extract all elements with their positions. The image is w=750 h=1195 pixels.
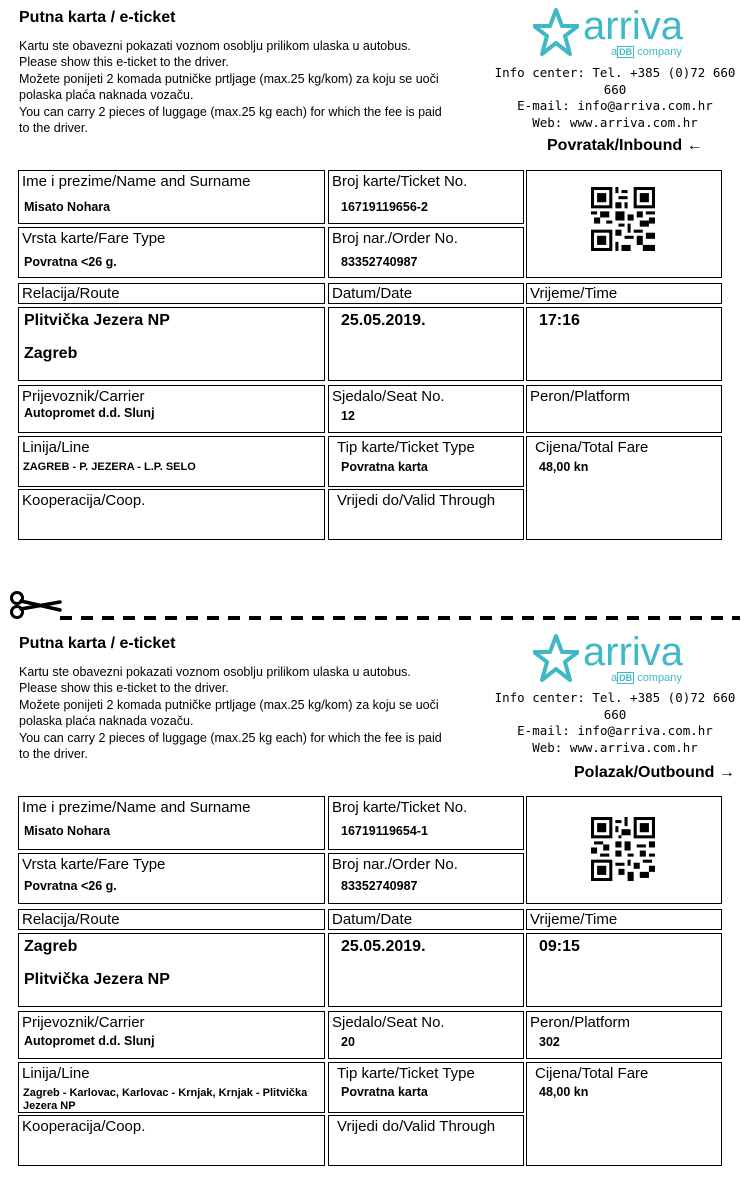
line-cell: [18, 436, 325, 487]
date-label: Datum/Date: [332, 285, 413, 302]
date-label: Datum/Date: [332, 911, 413, 928]
ticket-title: Putna karta / e-ticket: [19, 635, 176, 652]
qr-code-icon: [591, 187, 655, 251]
date-value: 25.05.2019.: [341, 312, 426, 329]
direction-label: Polazak/Outbound →: [574, 764, 735, 781]
ticket-no-label: Broj karte/Ticket No.: [332, 173, 468, 190]
contact-info: [492, 690, 738, 756]
seat-label: Sjedalo/Seat No.: [332, 1014, 445, 1031]
route-value-cell: [18, 933, 325, 1007]
valid-through-cell: [328, 1115, 524, 1166]
name-value: Misato Nohara: [24, 200, 111, 214]
valid-through-label: Vrijedi do/Valid Through: [337, 492, 496, 509]
info-center: Info center: Tel. +385 (0)72 660 660: [494, 690, 736, 722]
ticket-no-label: Broj karte/Ticket No.: [332, 799, 468, 816]
arriva-wordmark: arriva: [583, 630, 684, 674]
platform-label: Peron/Platform: [530, 388, 631, 405]
line-label: Linija/Line: [22, 439, 90, 456]
coop-label: Kooperacija/Coop.: [22, 1118, 146, 1135]
route-to: Zagreb: [24, 345, 78, 362]
arriva-logo: [533, 6, 703, 62]
ticket-title: Putna karta / e-ticket: [19, 9, 176, 26]
web-info: Web: www.arriva.com.hr: [532, 739, 698, 755]
date-label-cell: [328, 283, 524, 304]
route-value-cell: [18, 307, 325, 381]
ticket-no-value: 16719119656-2: [341, 200, 428, 214]
name-value: Misato Nohara: [24, 824, 111, 838]
platform-label: Peron/Platform: [530, 1014, 631, 1031]
platform-cell: [526, 385, 722, 433]
email-info: E-mail: info@arriva.com.hr: [517, 98, 713, 113]
time-value: 17:16: [539, 312, 580, 329]
name-cell: [18, 170, 325, 224]
fare-label: Cijena/Total Fare: [535, 1065, 649, 1082]
route-label-cell: [18, 909, 325, 930]
time-label: Vrijeme/Time: [530, 911, 618, 928]
coop-cell: [18, 1115, 325, 1166]
seat-value: 12: [341, 409, 355, 423]
ticket-no-cell: [328, 796, 524, 850]
line-value: ZAGREB - P. JEZERA - L.P. SELO: [23, 461, 196, 473]
date-value-cell: [328, 307, 524, 381]
scissors-icon: [8, 590, 62, 620]
order-no-cell: [328, 227, 524, 278]
fare-label: Cijena/Total Fare: [535, 439, 649, 456]
arriva-logo: [533, 632, 703, 688]
carrier-label: Prijevoznik/Carrier: [22, 388, 145, 405]
carrier-value: Autopromet d.d. Slunj: [24, 406, 155, 420]
ticket-no-value: 16719119654-1: [341, 824, 428, 838]
contact-info: [492, 65, 738, 131]
seat-value: 20: [341, 1035, 355, 1049]
date-value: 25.05.2019.: [341, 938, 426, 955]
email-info: E-mail: info@arriva.com.hr: [517, 723, 713, 738]
route-label-cell: [18, 283, 325, 304]
arriva-star-icon: [533, 634, 579, 684]
name-cell: [18, 796, 325, 850]
order-no-cell: [328, 853, 524, 904]
arriva-star-icon: [533, 8, 579, 58]
name-label: Ime i prezime/Name and Surname: [22, 173, 251, 190]
seat-label: Sjedalo/Seat No.: [332, 388, 445, 405]
fare-type-cell: [18, 227, 325, 278]
order-no-label: Broj nar./Order No.: [332, 856, 458, 873]
fare-type-label: Vrsta karte/Fare Type: [22, 856, 166, 873]
ticket-no-cell: [328, 170, 524, 224]
ticket-type-value: Povratna karta: [341, 1085, 428, 1099]
route-label: Relacija/Route: [22, 911, 120, 928]
order-no-value: 83352740987: [341, 255, 418, 269]
fare-type-label: Vrsta karte/Fare Type: [22, 230, 166, 247]
fare-type-cell: [18, 853, 325, 904]
fare-cell: [526, 1062, 722, 1166]
time-value-cell: [526, 307, 722, 381]
db-company-tag: a DB company: [611, 46, 682, 58]
date-label-cell: [328, 909, 524, 930]
direction-label: Povratak/Inbound ←: [547, 137, 703, 154]
seat-cell: [328, 1011, 524, 1059]
route-from: Plitvička Jezera NP: [24, 312, 170, 329]
time-label: Vrijeme/Time: [530, 285, 618, 302]
qr-cell: [526, 796, 722, 904]
ticket-type-label: Tip karte/Ticket Type: [337, 439, 475, 456]
info-center: Info center: Tel. +385 (0)72 660 660: [494, 65, 736, 97]
carrier-cell: [18, 1011, 325, 1059]
time-label-cell: [526, 909, 722, 930]
line-label: Linija/Line: [22, 1065, 90, 1082]
time-label-cell: [526, 283, 722, 304]
carrier-value: Autopromet d.d. Slunj: [24, 1034, 155, 1048]
route-from: Zagreb: [24, 938, 78, 955]
coop-cell: [18, 489, 325, 540]
line-value: Zagreb - Karlovac, Karlovac - Krnjak, Krnjak - Plitvička Jezera NP: [23, 1087, 308, 1112]
platform-cell: [526, 1011, 722, 1059]
coop-label: Kooperacija/Coop.: [22, 492, 146, 509]
carrier-cell: [18, 385, 325, 433]
fare-value: 48,00 kn: [539, 460, 589, 474]
db-company-tag: a DB company: [611, 672, 682, 684]
qr-cell: [526, 170, 722, 278]
order-no-value: 83352740987: [341, 879, 418, 893]
date-value-cell: [328, 933, 524, 1007]
fare-type-value: Povratna <26 g.: [24, 879, 117, 893]
order-no-label: Broj nar./Order No.: [332, 230, 458, 247]
arriva-wordmark: arriva: [583, 4, 684, 48]
ticket-type-value: Povratna karta: [341, 460, 428, 474]
fare-type-value: Povratna <26 g.: [24, 255, 117, 269]
web-info: Web: www.arriva.com.hr: [532, 114, 698, 130]
fare-value: 48,00 kn: [539, 1085, 589, 1099]
qr-code-icon: [591, 817, 655, 881]
valid-through-cell: [328, 489, 524, 540]
carrier-label: Prijevoznik/Carrier: [22, 1014, 145, 1031]
fare-cell: [526, 436, 722, 540]
platform-value: 302: [539, 1035, 560, 1049]
route-to: Plitvička Jezera NP: [24, 971, 170, 988]
name-label: Ime i prezime/Name and Surname: [22, 799, 251, 816]
dashed-cut-line: [60, 616, 740, 620]
ticket-type-cell: [328, 436, 524, 487]
line-cell: [18, 1062, 325, 1113]
ticket-instructions: Kartu ste obavezni pokazati voznom osoblju prilikom ulaska u autobus. Please show this e-ticket to the driver. Možete ponijeti 2 komada putničke prtljage (max.25 kg/kom) za koju se uoči polaska plaća naknada vozaču. You can carry 2 pieces of luggage (max.25 kg each) for which the fee is paid to the driver.: [19, 39, 442, 136]
time-value-cell: [526, 933, 722, 1007]
valid-through-label: Vrijedi do/Valid Through: [337, 1118, 496, 1135]
ticket-instructions: Kartu ste obavezni pokazati voznom osoblju prilikom ulaska u autobus. Please show this e-ticket to the driver. Možete ponijeti 2 komada putničke prtljage (max.25 kg/kom) za koju se uoči polaska plaća naknada vozaču. You can carry 2 pieces of luggage (max.25 kg each) for which the fee is paid to the driver.: [19, 665, 442, 762]
route-label: Relacija/Route: [22, 285, 120, 302]
ticket-type-label: Tip karte/Ticket Type: [337, 1065, 475, 1082]
ticket-type-cell: [328, 1062, 524, 1113]
seat-cell: [328, 385, 524, 433]
time-value: 09:15: [539, 938, 580, 955]
